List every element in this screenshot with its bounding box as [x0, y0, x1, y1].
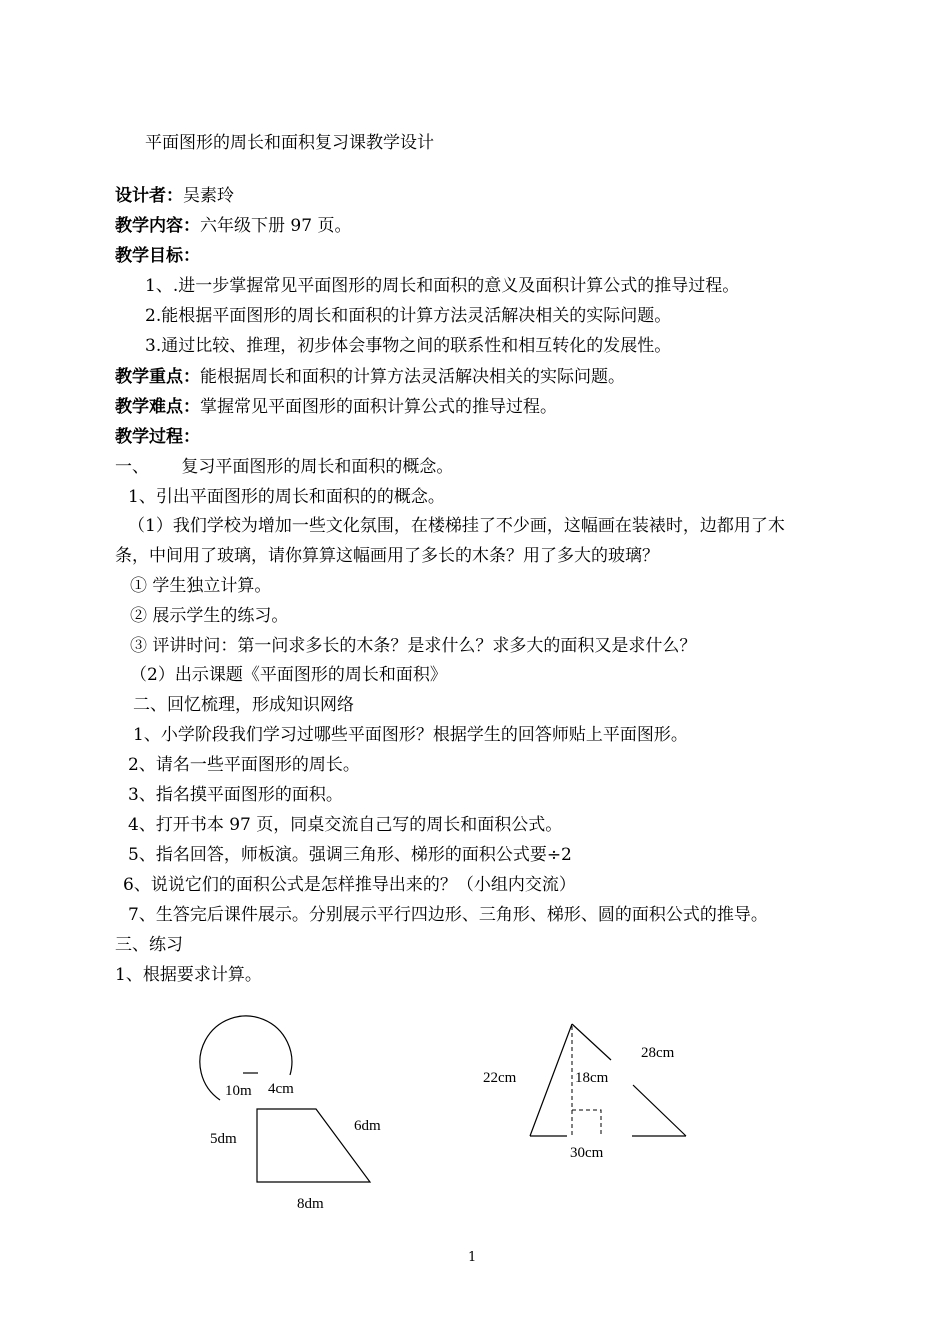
process-item: 1、引出平面图形的周长和面积的的概念。 [128, 487, 445, 507]
triangle-right-label: 28cm [641, 1045, 675, 1061]
triangle-right-side-lower [633, 1085, 686, 1136]
goals-label: 教学目标： [115, 246, 200, 266]
process-item: 一、 复习平面图形的周长和面积的概念。 [115, 457, 454, 477]
process-item: 2、请名一些平面图形的周长。 [128, 755, 360, 775]
trapezoid-height-label: 5dm [210, 1131, 237, 1147]
designer-name: 吴素玲 [183, 186, 234, 206]
process-item: 1、根据要求计算。 [115, 965, 262, 985]
content-text: 六年级下册 97 页。 [200, 216, 352, 236]
designer-label: 设计者： [115, 186, 183, 206]
page-title: 平面图形的周长和面积复习课教学设计 [145, 133, 434, 153]
triangle-height-label: 18cm [575, 1070, 609, 1086]
process-item: ① 学生独立计算。 [130, 576, 272, 596]
goal-item: 1、.进一步掌握常见平面图形的周长和面积的意义及面积计算公式的推导过程。 [145, 276, 740, 296]
trapezoid-top-label: 4cm [268, 1081, 294, 1097]
process-item: 4、打开书本 97 页，同桌交流自己写的周长和面积公式。 [128, 815, 563, 835]
process-item: 5、指名回答，师板演。强调三角形、梯形的面积公式要÷2 [128, 845, 572, 865]
difficult-text: 掌握常见平面图形的面积计算公式的推导过程。 [200, 397, 557, 417]
process-item: 三、练习 [115, 935, 183, 955]
process-item: ③ 评讲时问：第一问求多长的木条？是求什么？求多大的面积又是求什么？ [130, 636, 697, 656]
process-item: 二、回忆梳理，形成知识网络 [133, 695, 354, 715]
content-label: 教学内容： [115, 216, 200, 236]
process-item: ② 展示学生的练习。 [130, 606, 289, 626]
process-item: 7、生答完后课件展示。分别展示平行四边形、三角形、梯形、圆的面积公式的推导。 [128, 905, 768, 925]
goal-item: 3.通过比较、推理，初步体会事物之间的联系性和相互转化的发展性。 [145, 336, 672, 356]
right-angle-mark [572, 1110, 601, 1136]
triangle-right-side-upper [572, 1024, 611, 1060]
trapezoid-side-label: 6dm [354, 1118, 381, 1134]
key-label: 教学重点： [115, 367, 200, 387]
page-number: 1 [468, 1250, 477, 1265]
process-item: 1、小学阶段我们学习过哪些平面图形？根据学生的回答师贴上平面图形。 [133, 725, 688, 745]
triangle-left-side [530, 1024, 572, 1136]
process-item: （2）出示课题《平面图形的周长和面积》 [130, 665, 447, 685]
triangle-left-label: 22cm [483, 1070, 517, 1086]
process-item: 条，中间用了玻璃，请你算算这幅画用了多长的木条？用了多大的玻璃？ [115, 546, 659, 566]
circle-radius-label: 10m [225, 1083, 252, 1099]
trapezoid-bottom-label: 8dm [297, 1196, 324, 1212]
difficult-label: 教学难点： [115, 397, 200, 417]
key-text: 能根据周长和面积的计算方法灵活解决相关的实际问题。 [200, 367, 625, 387]
process-label: 教学过程： [115, 427, 200, 447]
triangle-base-label: 30cm [570, 1145, 604, 1161]
process-item: 6、说说它们的面积公式是怎样推导出来的？（小组内交流） [123, 875, 576, 895]
goal-item: 2.能根据平面图形的周长和面积的计算方法灵活解决相关的实际问题。 [145, 306, 672, 326]
process-item: 3、指名摸平面图形的面积。 [128, 785, 343, 805]
process-item: （1）我们学校为增加一些文化氛围，在楼梯挂了不少画，这幅画在装裱时，边都用了木 [128, 516, 785, 536]
